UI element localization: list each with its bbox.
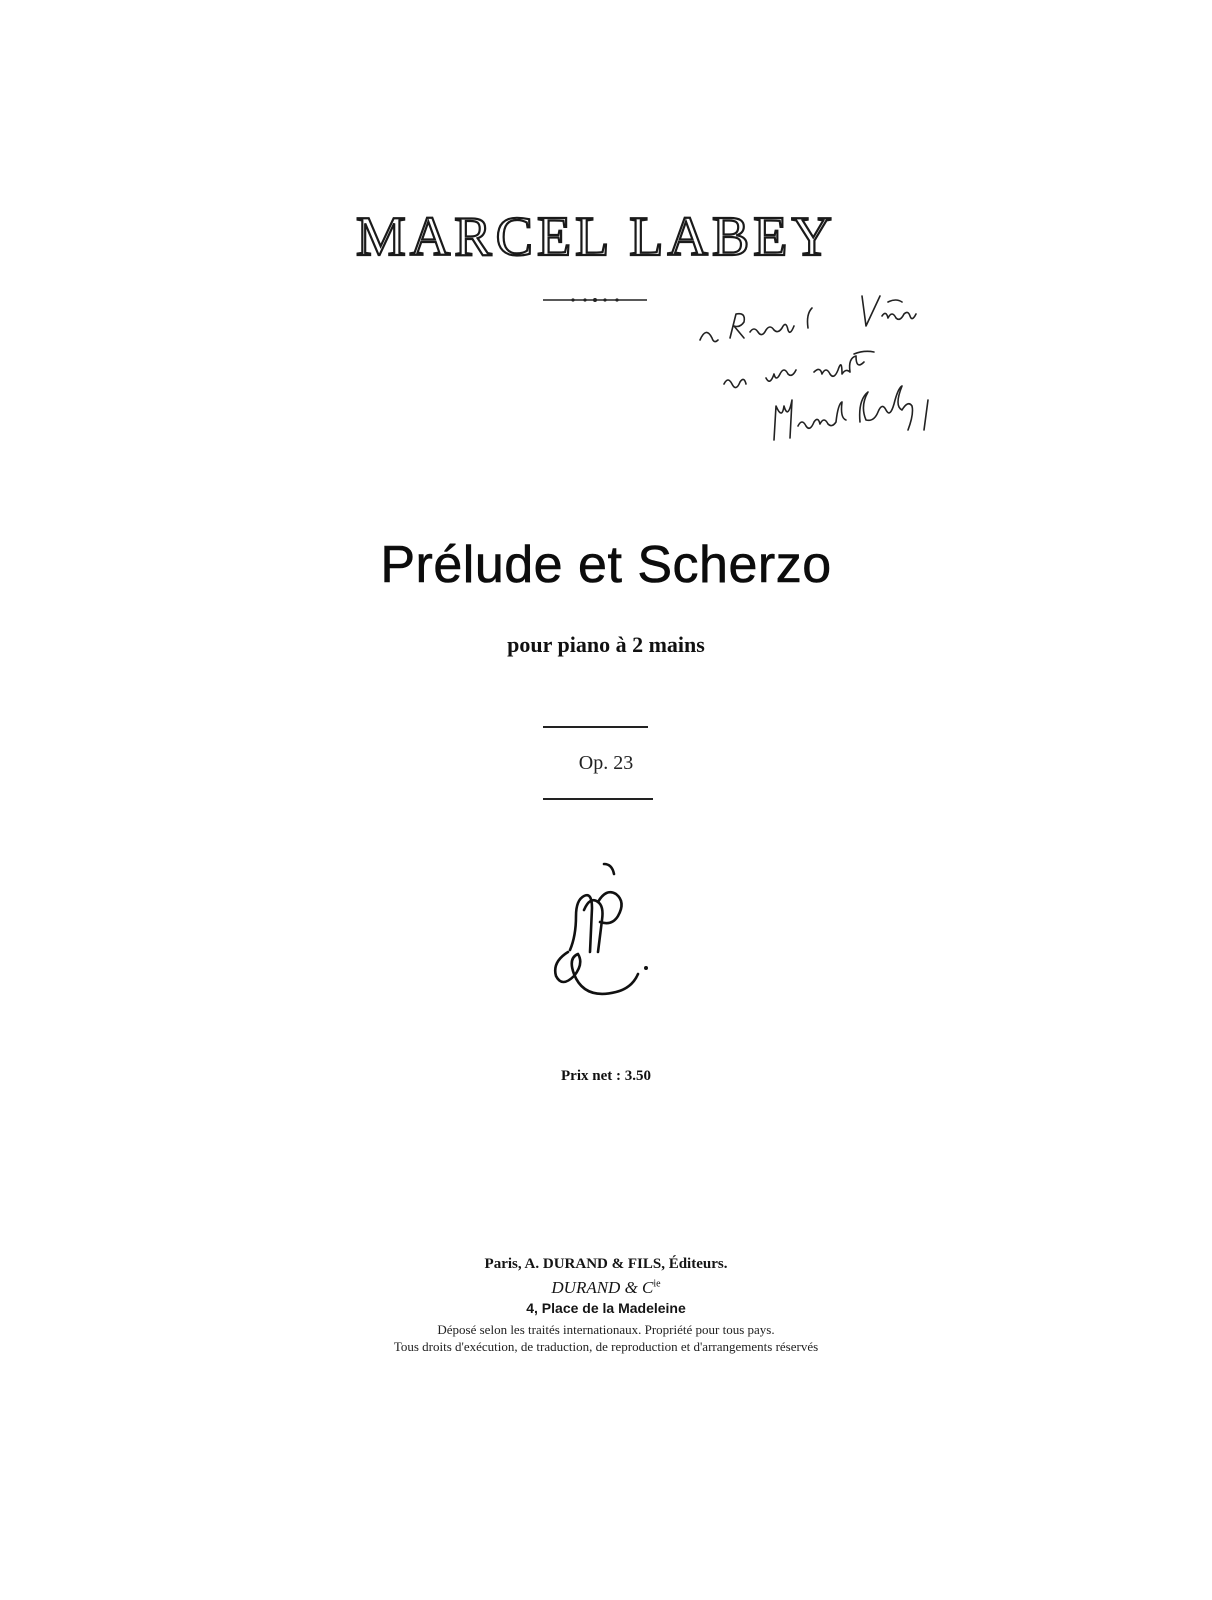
instrumentation-subtitle: pour piano à 2 mains [507, 632, 705, 657]
opus-number: Op. 23 [578, 752, 634, 774]
composer-name-lettering [356, 205, 836, 265]
price-label: Prix net : 3.50 [561, 1068, 651, 1084]
composer-name-text: MARCEL LABEY [356, 206, 836, 265]
page-title: Prélude et Scherzo [380, 536, 832, 594]
publisher-address: 4, Place de la Madeleine [526, 1300, 686, 1316]
publisher-monogram-logo [540, 862, 660, 1002]
copyright-notice: Déposé selon les traités internationaux. Propriété pour tous pays. [437, 1322, 775, 1337]
publisher-company: DURAND & $C^{ie}$ [551, 1278, 661, 1297]
divider-rule [543, 798, 653, 800]
divider-rule [543, 726, 648, 728]
handwritten-dedication [690, 282, 960, 482]
ornamental-rule [543, 291, 647, 299]
rights-notice: Tous droits d'exécution, de traduction, de reproduction et d'arrangements réservés [393, 1339, 819, 1354]
publisher-name: Paris, A. DURAND & FILS, Éditeurs. [484, 1256, 728, 1272]
composer-name [356, 205, 836, 265]
